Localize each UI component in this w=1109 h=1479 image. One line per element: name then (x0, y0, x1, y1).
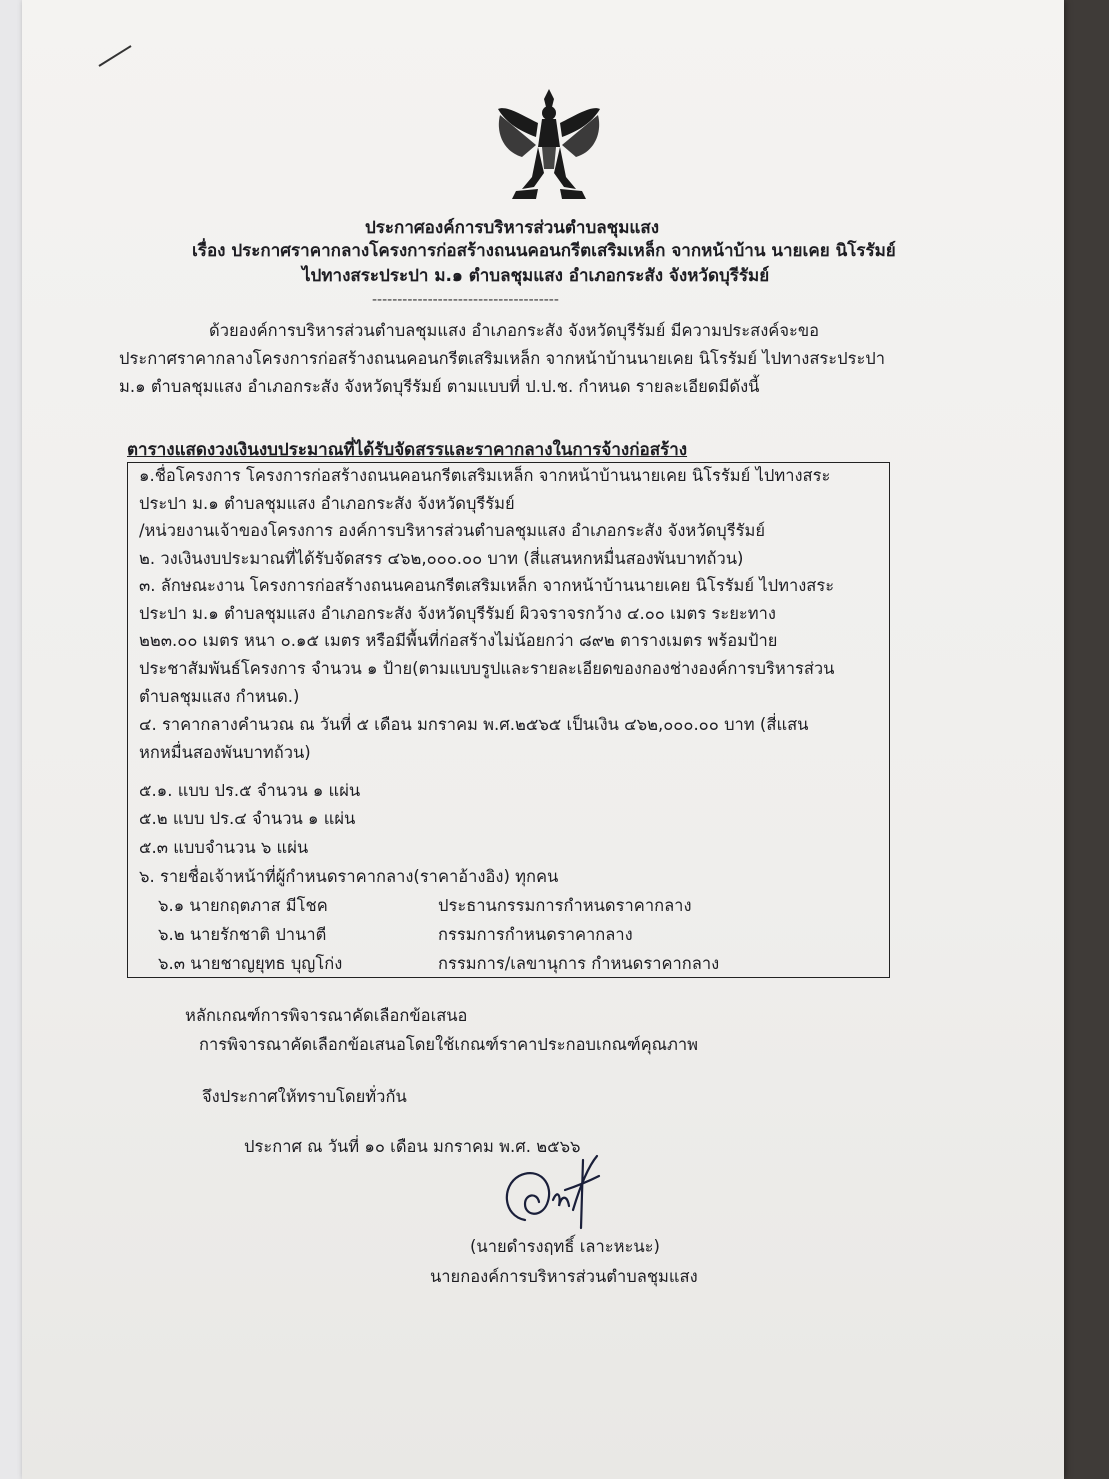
criteria-text: การพิจารณาคัดเลือกข้อเสนอโดยใช้เกณฑ์ราคาประกอบเกณฑ์คุณภาพ (199, 1035, 698, 1054)
table-line: ๕.๒ แบบ ปร.๔ จำนวน ๑ แผ่น (139, 809, 356, 828)
table-line: ๖. รายชื่อเจ้าหน้าที่ผู้กำหนดราคากลาง(ราคาอ้างอิง) ทุกคน (139, 867, 559, 886)
intro-line-1: ด้วยองค์การบริหารส่วนตำบลชุมแสง อำเภอกระสัง จังหวัดบุรีรัมย์ มีความประสงค์จะขอ (209, 321, 820, 340)
table-line: ๑.ชื่อโครงการ โครงการก่อสร้างถนนคอนกรีตเสริมเหล็ก จากหน้าบ้านนายเคย นิโรรัมย์ ไปทางสระ (139, 466, 831, 485)
table-line: ๕.๓ แบบจำนวน ๖ แผ่น (139, 838, 309, 857)
table-line: ประชาสัมพันธ์โครงการ จำนวน ๑ ป้าย(ตามแบบรูปและรายละเอียดของกองช่างองค์การบริหารส่วน (139, 659, 835, 678)
table-line: ๕.๑. แบบ ปร.๕ จำนวน ๑ แผ่น (139, 781, 361, 800)
intro-line-3: ม.๑ ตำบลชุมแสง อำเภอกระสัง จังหวัดบุรีรัมย์ ตามแบบที่ ป.ป.ช. กำหนด รายละเอียดมีดังนี้ (119, 377, 760, 396)
table-line: ๒๒๓.๐๐ เมตร หนา ๐.๑๕ เมตร หรือมีพื้นที่ก่อสร้างไม่น้อยกว่า ๘๙๒ ตารางเมตร พร้อมป้าย (139, 631, 778, 650)
table-line: ตำบลชุมแสง กำหนด.) (139, 687, 300, 706)
committee-role: กรรมการกำหนดราคากลาง (438, 925, 633, 944)
table-heading: ตารางแสดงวงเงินงบประมาณที่ได้รับจัดสรรและราคากลางในการจ้างก่อสร้าง (127, 440, 688, 460)
title-line-2: เรื่อง ประกาศราคากลางโครงการก่อสร้างถนนคอนกรีตเสริมเหล็ก จากหน้าบ้าน นายเคย นิโรรัมย์ (192, 241, 896, 261)
garuda-emblem-icon (492, 85, 607, 203)
table-line: ประปา ม.๑ ตำบลชุมแสง อำเภอกระสัง จังหวัดบุรีรัมย์ ผิวจราจรกว้าง ๔.๐๐ เมตร ระยะทาง (139, 604, 776, 623)
committee-role: กรรมการ/เลขานุการ กำหนดราคากลาง (438, 954, 720, 973)
title-line-3: ไปทางสระประปา ม.๑ ตำบลชุมแสง อำเภอกระสัง จังหวัดบุรีรัมย์ (302, 266, 770, 286)
table-line: ประปา ม.๑ ตำบลชุมแสง อำเภอกระสัง จังหวัดบุรีรัมย์ (139, 494, 515, 513)
committee-name: ๖.๑ นายกฤตภาส มีโชค (158, 896, 328, 915)
intro-line-2: ประกาศราคากลางโครงการก่อสร้างถนนคอนกรีตเสริมเหล็ก จากหน้าบ้านนายเคย นิโรรัมย์ ไปทางสระประปา (119, 349, 886, 368)
signer-title: นายกองค์การบริหารส่วนตำบลชุมแสง (430, 1267, 698, 1286)
title-line-1: ประกาศองค์การบริหารส่วนตำบลชุมแสง (365, 218, 660, 238)
table-line: /หน่วยงานเจ้าของโครงการ องค์การบริหารส่วนตำบลชุมแสง อำเภอกระสัง จังหวัดบุรีรัมย์ (139, 521, 765, 540)
budget-table (127, 462, 890, 978)
title-divider: ------------------------------------- (372, 292, 559, 308)
committee-role: ประธานกรรมการกำหนดราคากลาง (438, 896, 692, 915)
table-line: หกหมื่นสองพันบาทถ้วน) (139, 743, 311, 762)
signature-icon (495, 1150, 615, 1230)
table-line: ๔. ราคากลางคำนวณ ณ วันที่ ๕ เดือน มกราคม พ.ศ.๒๕๖๕ เป็นเงิน ๔๖๒,๐๐๐.๐๐ บาท (สี่แสน (139, 715, 809, 734)
pen-mark-icon (97, 40, 137, 70)
committee-name: ๖.๒ นายรักชาติ ปานาตี (158, 925, 327, 944)
criteria-heading: หลักเกณฑ์การพิจารณาคัดเลือกข้อเสนอ (185, 1006, 468, 1025)
table-line: ๓. ลักษณะงาน โครงการก่อสร้างถนนคอนกรีตเสริมเหล็ก จากหน้าบ้านนายเคย นิโรรัมย์ ไปทางสระ (139, 576, 835, 595)
announce-date: ประกาศ ณ วันที่ ๑๐ เดือน มกราคม พ.ศ. ๒๕๖๖ (244, 1137, 581, 1156)
committee-name: ๖.๓ นายชาญยุทธ บุญโก่ง (158, 954, 343, 973)
signer-name: (นายดำรงฤทธิ์ เลาะหะนะ) (470, 1237, 660, 1256)
document-page (22, 0, 1064, 1479)
announce-text: จึงประกาศให้ทราบโดยทั่วกัน (202, 1087, 407, 1106)
table-line: ๒. วงเงินงบประมาณที่ได้รับจัดสรร ๔๖๒,๐๐๐.๐๐ บาท (สี่แสนหกหมื่นสองพันบาทถ้วน) (139, 549, 744, 568)
